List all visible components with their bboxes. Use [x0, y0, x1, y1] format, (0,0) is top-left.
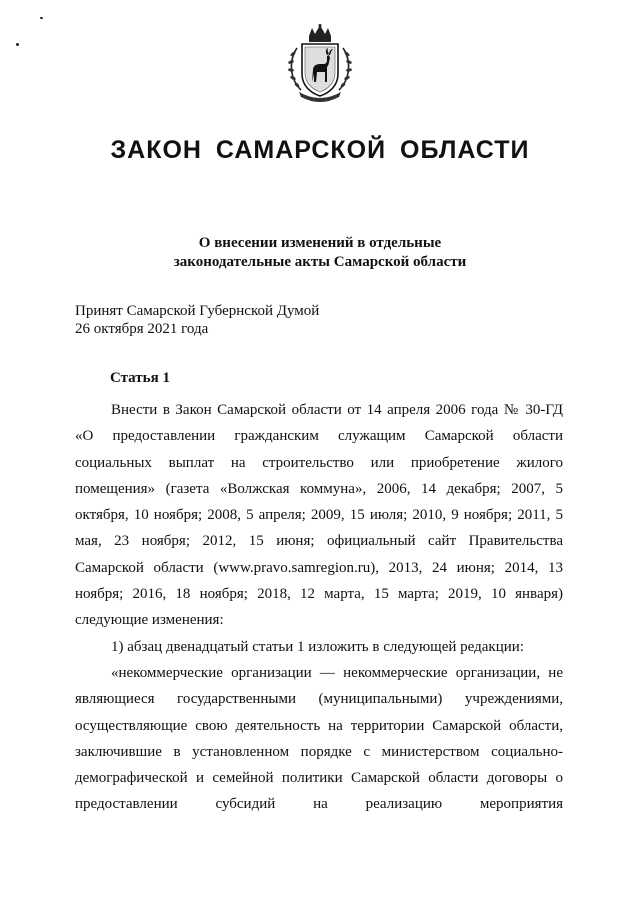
- subtitle-line-2: законодательные акты Самарской области: [173, 254, 467, 270]
- law-subtitle: [0, 234, 640, 272]
- adoption-date: 26 октября 2021 года: [75, 321, 209, 337]
- adoption-body: Принят Самарской Губернской Думой: [75, 303, 320, 319]
- article-body: [75, 397, 563, 818]
- law-title: ЗАКОН САМАРСКОЙ ОБЛАСТИ: [110, 136, 530, 164]
- article-heading: Статья 1: [110, 370, 170, 386]
- adoption-note: [75, 302, 319, 338]
- body-paragraph: 1) абзац двенадцатый статьи 1 изложить в следующей редакции:: [111, 638, 524, 655]
- scan-speck: [16, 43, 19, 46]
- scan-speck: [40, 17, 43, 19]
- subtitle-line-1: О внесении изменений в отдельные: [198, 235, 442, 251]
- body-paragraph: Внести в Закон Самарской области от 14 апреля 2006 года № 30-ГД «О предоставлении гражданским служащим Самарской области социальных выплат на строительство или приобретение жилого помещения» (газета «Волжская коммуна», 2006, 14 декабря; 2007, 5 октября, 10 ноября; 2008, 5 апреля; 2009, 15 июля; 2010, 9 ноября; 2011, 5 мая, 23 ноября; 2012, 15 июня; официальный сайт Правительства Самарской области (www.pravo.samregion.ru), 2013, 24 июня; 2014, 13 ноября; 2016, 18 ноября; 2018, 12 марта, 15 марта; 2019, 10 января) следующие изменения:: [75, 402, 563, 629]
- body-paragraph: «некоммерческие организации — некоммерческие организации, не являющиеся государственными (муниципальными) учреждениями, осуществляющие свою деятельность на территории Самарской области, заключившие в установленном порядке с министерством социально-демографической и семейной политики Самарской области договоры о предоставлении субсидий на реализацию мероприятия: [75, 664, 563, 813]
- samara-coat-of-arms-icon: [283, 24, 357, 104]
